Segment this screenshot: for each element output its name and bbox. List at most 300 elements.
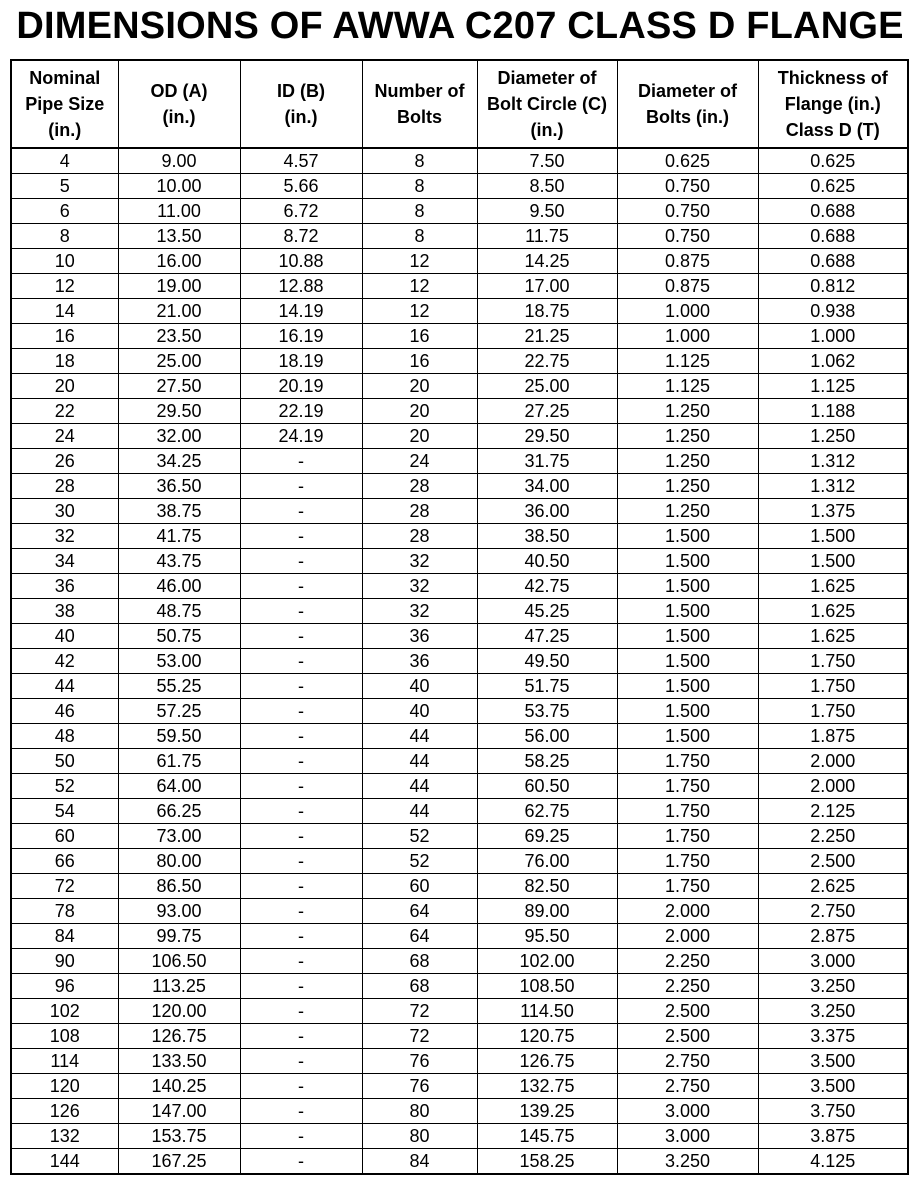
cell-id: 18.19	[240, 349, 362, 374]
table-row	[11, 499, 908, 524]
column-header-line: OD (A)	[150, 81, 208, 101]
cell-nominal-pipe-size: 28	[11, 474, 118, 499]
cell-od: 147.00	[118, 1099, 240, 1124]
cell-nominal-pipe-size: 84	[11, 924, 118, 949]
table-row	[11, 849, 908, 874]
cell-od: 10.00	[118, 174, 240, 199]
column-header-line: Number of	[374, 81, 465, 101]
column-header-line: (in.)	[162, 107, 196, 127]
column-header-line: (in.)	[530, 120, 564, 140]
table-row	[11, 174, 908, 199]
table-row	[11, 999, 908, 1024]
table-row	[11, 774, 908, 799]
cell-id: -	[240, 749, 362, 774]
cell-id: 5.66	[240, 174, 362, 199]
cell-od: 19.00	[118, 274, 240, 299]
cell-nominal-pipe-size: 52	[11, 774, 118, 799]
cell-od: 29.50	[118, 399, 240, 424]
cell-bolt-diameter: 1.750	[617, 799, 758, 824]
column-header-line: Diameter of	[637, 81, 738, 101]
cell-number-of-bolts: 12	[362, 274, 477, 299]
cell-id: -	[240, 474, 362, 499]
cell-flange-thickness: 1.188	[758, 399, 908, 424]
cell-bolt-diameter: 1.250	[617, 499, 758, 524]
cell-id: -	[240, 799, 362, 824]
cell-id: -	[240, 624, 362, 649]
cell-od: 27.50	[118, 374, 240, 399]
cell-flange-thickness: 1.125	[758, 374, 908, 399]
cell-bolt-circle-diameter: 18.75	[477, 299, 617, 324]
cell-od: 16.00	[118, 249, 240, 274]
cell-bolt-circle-diameter: 145.75	[477, 1124, 617, 1149]
cell-bolt-circle-diameter: 11.75	[477, 224, 617, 249]
cell-number-of-bolts: 40	[362, 674, 477, 699]
cell-flange-thickness: 4.125	[758, 1149, 908, 1175]
column-header-line: Bolts (in.)	[646, 107, 729, 127]
cell-od: 11.00	[118, 199, 240, 224]
cell-id: -	[240, 574, 362, 599]
cell-number-of-bolts: 8	[362, 224, 477, 249]
cell-number-of-bolts: 32	[362, 574, 477, 599]
cell-nominal-pipe-size: 20	[11, 374, 118, 399]
cell-number-of-bolts: 8	[362, 199, 477, 224]
cell-flange-thickness: 0.688	[758, 199, 908, 224]
cell-number-of-bolts: 52	[362, 824, 477, 849]
cell-number-of-bolts: 76	[362, 1049, 477, 1074]
cell-number-of-bolts: 32	[362, 599, 477, 624]
cell-nominal-pipe-size: 50	[11, 749, 118, 774]
cell-bolt-diameter: 1.500	[617, 649, 758, 674]
table-row	[11, 148, 908, 174]
cell-number-of-bolts: 72	[362, 1024, 477, 1049]
cell-number-of-bolts: 28	[362, 524, 477, 549]
cell-bolt-diameter: 1.750	[617, 749, 758, 774]
cell-nominal-pipe-size: 46	[11, 699, 118, 724]
column-header-line: (in.)	[48, 120, 82, 140]
cell-number-of-bolts: 52	[362, 849, 477, 874]
cell-bolt-circle-diameter: 31.75	[477, 449, 617, 474]
table-row	[11, 599, 908, 624]
cell-flange-thickness: 1.062	[758, 349, 908, 374]
table-row	[11, 1049, 908, 1074]
cell-bolt-circle-diameter: 158.25	[477, 1149, 617, 1175]
cell-flange-thickness: 3.250	[758, 974, 908, 999]
cell-od: 61.75	[118, 749, 240, 774]
cell-number-of-bolts: 64	[362, 924, 477, 949]
cell-od: 46.00	[118, 574, 240, 599]
cell-bolt-circle-diameter: 56.00	[477, 724, 617, 749]
cell-bolt-diameter: 1.250	[617, 449, 758, 474]
cell-nominal-pipe-size: 120	[11, 1074, 118, 1099]
cell-bolt-circle-diameter: 76.00	[477, 849, 617, 874]
cell-nominal-pipe-size: 42	[11, 649, 118, 674]
table-row	[11, 324, 908, 349]
cell-bolt-diameter: 0.750	[617, 174, 758, 199]
cell-nominal-pipe-size: 36	[11, 574, 118, 599]
table-row	[11, 899, 908, 924]
cell-od: 32.00	[118, 424, 240, 449]
cell-id: -	[240, 849, 362, 874]
cell-nominal-pipe-size: 60	[11, 824, 118, 849]
cell-flange-thickness: 1.312	[758, 449, 908, 474]
col-header-id	[240, 60, 362, 148]
cell-flange-thickness: 1.750	[758, 699, 908, 724]
cell-nominal-pipe-size: 5	[11, 174, 118, 199]
cell-number-of-bolts: 60	[362, 874, 477, 899]
cell-number-of-bolts: 16	[362, 324, 477, 349]
cell-bolt-circle-diameter: 27.25	[477, 399, 617, 424]
cell-id: -	[240, 1024, 362, 1049]
cell-nominal-pipe-size: 4	[11, 148, 118, 174]
cell-flange-thickness: 1.875	[758, 724, 908, 749]
cell-od: 80.00	[118, 849, 240, 874]
cell-bolt-circle-diameter: 8.50	[477, 174, 617, 199]
cell-nominal-pipe-size: 54	[11, 799, 118, 824]
cell-flange-thickness: 1.625	[758, 624, 908, 649]
cell-number-of-bolts: 76	[362, 1074, 477, 1099]
cell-number-of-bolts: 8	[362, 174, 477, 199]
cell-id: -	[240, 999, 362, 1024]
cell-od: 25.00	[118, 349, 240, 374]
cell-flange-thickness: 3.000	[758, 949, 908, 974]
cell-bolt-diameter: 1.500	[617, 549, 758, 574]
cell-flange-thickness: 3.500	[758, 1074, 908, 1099]
cell-od: 34.25	[118, 449, 240, 474]
table-row	[11, 574, 908, 599]
cell-od: 48.75	[118, 599, 240, 624]
cell-id: -	[240, 649, 362, 674]
cell-flange-thickness: 0.938	[758, 299, 908, 324]
cell-od: 153.75	[118, 1124, 240, 1149]
cell-number-of-bolts: 84	[362, 1149, 477, 1175]
cell-number-of-bolts: 64	[362, 899, 477, 924]
cell-bolt-diameter: 1.125	[617, 349, 758, 374]
cell-id: -	[240, 1099, 362, 1124]
column-header-line: Bolts	[397, 107, 442, 127]
col-header-flange-thickness	[758, 60, 908, 148]
cell-bolt-diameter: 1.000	[617, 299, 758, 324]
cell-od: 23.50	[118, 324, 240, 349]
cell-od: 53.00	[118, 649, 240, 674]
cell-number-of-bolts: 44	[362, 774, 477, 799]
cell-id: -	[240, 724, 362, 749]
cell-bolt-diameter: 1.500	[617, 574, 758, 599]
table-row	[11, 274, 908, 299]
cell-nominal-pipe-size: 48	[11, 724, 118, 749]
cell-id: -	[240, 699, 362, 724]
cell-number-of-bolts: 40	[362, 699, 477, 724]
cell-bolt-diameter: 1.250	[617, 474, 758, 499]
cell-number-of-bolts: 36	[362, 649, 477, 674]
cell-number-of-bolts: 28	[362, 474, 477, 499]
cell-od: 43.75	[118, 549, 240, 574]
cell-od: 113.25	[118, 974, 240, 999]
table-row	[11, 949, 908, 974]
cell-id: -	[240, 449, 362, 474]
table-row	[11, 924, 908, 949]
table-row	[11, 799, 908, 824]
cell-id: -	[240, 774, 362, 799]
cell-flange-thickness: 1.375	[758, 499, 908, 524]
cell-nominal-pipe-size: 102	[11, 999, 118, 1024]
cell-nominal-pipe-size: 40	[11, 624, 118, 649]
cell-bolt-diameter: 2.500	[617, 1024, 758, 1049]
table-row	[11, 724, 908, 749]
cell-bolt-diameter: 1.250	[617, 399, 758, 424]
cell-flange-thickness: 1.625	[758, 574, 908, 599]
cell-od: 66.25	[118, 799, 240, 824]
cell-bolt-diameter: 3.000	[617, 1124, 758, 1149]
cell-bolt-diameter: 2.500	[617, 999, 758, 1024]
cell-bolt-circle-diameter: 17.00	[477, 274, 617, 299]
cell-flange-thickness: 3.875	[758, 1124, 908, 1149]
cell-id: -	[240, 874, 362, 899]
cell-number-of-bolts: 80	[362, 1099, 477, 1124]
cell-nominal-pipe-size: 144	[11, 1149, 118, 1175]
table-row	[11, 474, 908, 499]
cell-flange-thickness: 1.625	[758, 599, 908, 624]
cell-id: 20.19	[240, 374, 362, 399]
cell-number-of-bolts: 20	[362, 374, 477, 399]
cell-flange-thickness: 2.250	[758, 824, 908, 849]
table-row	[11, 824, 908, 849]
cell-bolt-circle-diameter: 7.50	[477, 148, 617, 174]
cell-bolt-circle-diameter: 53.75	[477, 699, 617, 724]
cell-flange-thickness: 2.500	[758, 849, 908, 874]
column-header-line: Diameter of	[497, 68, 597, 88]
cell-od: 120.00	[118, 999, 240, 1024]
table-body	[11, 148, 908, 1174]
column-header-line: Thickness of	[777, 68, 888, 88]
cell-number-of-bolts: 32	[362, 549, 477, 574]
cell-bolt-circle-diameter: 108.50	[477, 974, 617, 999]
cell-bolt-diameter: 2.000	[617, 899, 758, 924]
cell-flange-thickness: 3.250	[758, 999, 908, 1024]
table-row	[11, 1099, 908, 1124]
cell-nominal-pipe-size: 18	[11, 349, 118, 374]
table-row	[11, 199, 908, 224]
cell-flange-thickness: 2.875	[758, 924, 908, 949]
cell-bolt-diameter: 1.750	[617, 774, 758, 799]
cell-flange-thickness: 3.500	[758, 1049, 908, 1074]
cell-bolt-circle-diameter: 60.50	[477, 774, 617, 799]
cell-nominal-pipe-size: 34	[11, 549, 118, 574]
cell-nominal-pipe-size: 96	[11, 974, 118, 999]
cell-flange-thickness: 2.125	[758, 799, 908, 824]
cell-number-of-bolts: 44	[362, 749, 477, 774]
cell-nominal-pipe-size: 12	[11, 274, 118, 299]
cell-id: 22.19	[240, 399, 362, 424]
cell-id: 10.88	[240, 249, 362, 274]
cell-id: -	[240, 824, 362, 849]
cell-bolt-diameter: 0.750	[617, 199, 758, 224]
cell-id: -	[240, 674, 362, 699]
cell-nominal-pipe-size: 66	[11, 849, 118, 874]
cell-bolt-circle-diameter: 95.50	[477, 924, 617, 949]
cell-bolt-circle-diameter: 126.75	[477, 1049, 617, 1074]
cell-id: 16.19	[240, 324, 362, 349]
cell-bolt-circle-diameter: 14.25	[477, 249, 617, 274]
cell-flange-thickness: 0.688	[758, 224, 908, 249]
cell-nominal-pipe-size: 114	[11, 1049, 118, 1074]
cell-nominal-pipe-size: 78	[11, 899, 118, 924]
cell-bolt-diameter: 1.500	[617, 599, 758, 624]
cell-bolt-diameter: 1.750	[617, 874, 758, 899]
cell-bolt-circle-diameter: 42.75	[477, 574, 617, 599]
cell-nominal-pipe-size: 22	[11, 399, 118, 424]
cell-nominal-pipe-size: 10	[11, 249, 118, 274]
cell-bolt-diameter: 1.250	[617, 424, 758, 449]
cell-flange-thickness: 2.000	[758, 774, 908, 799]
cell-bolt-diameter: 1.750	[617, 849, 758, 874]
column-header-line: Nominal	[29, 68, 101, 88]
cell-bolt-diameter: 1.500	[617, 624, 758, 649]
cell-bolt-circle-diameter: 38.50	[477, 524, 617, 549]
table-row	[11, 249, 908, 274]
col-header-number-of-bolts	[362, 60, 477, 148]
cell-bolt-circle-diameter: 132.75	[477, 1074, 617, 1099]
cell-bolt-circle-diameter: 40.50	[477, 549, 617, 574]
cell-od: 55.25	[118, 674, 240, 699]
cell-id: -	[240, 499, 362, 524]
cell-id: -	[240, 1074, 362, 1099]
cell-od: 99.75	[118, 924, 240, 949]
cell-bolt-diameter: 0.875	[617, 274, 758, 299]
cell-flange-thickness: 0.625	[758, 174, 908, 199]
cell-od: 9.00	[118, 148, 240, 174]
column-header-line: (in.)	[284, 107, 318, 127]
column-header-line: Bolt Circle (C)	[486, 94, 607, 114]
cell-flange-thickness: 0.625	[758, 148, 908, 174]
cell-bolt-circle-diameter: 9.50	[477, 199, 617, 224]
cell-number-of-bolts: 44	[362, 799, 477, 824]
table-row	[11, 424, 908, 449]
cell-od: 86.50	[118, 874, 240, 899]
column-header-line: ID (B)	[277, 81, 325, 101]
cell-bolt-circle-diameter: 22.75	[477, 349, 617, 374]
cell-bolt-circle-diameter: 45.25	[477, 599, 617, 624]
cell-nominal-pipe-size: 32	[11, 524, 118, 549]
table-row	[11, 299, 908, 324]
cell-bolt-circle-diameter: 102.00	[477, 949, 617, 974]
cell-flange-thickness: 1.312	[758, 474, 908, 499]
cell-od: 167.25	[118, 1149, 240, 1175]
cell-number-of-bolts: 72	[362, 999, 477, 1024]
cell-id: 4.57	[240, 148, 362, 174]
col-header-bolt-diameter	[617, 60, 758, 148]
cell-flange-thickness: 2.000	[758, 749, 908, 774]
cell-flange-thickness: 1.750	[758, 649, 908, 674]
cell-number-of-bolts: 20	[362, 424, 477, 449]
cell-nominal-pipe-size: 16	[11, 324, 118, 349]
table-row	[11, 449, 908, 474]
cell-bolt-diameter: 1.500	[617, 674, 758, 699]
cell-od: 21.00	[118, 299, 240, 324]
cell-bolt-diameter: 1.500	[617, 724, 758, 749]
cell-bolt-circle-diameter: 25.00	[477, 374, 617, 399]
cell-od: 13.50	[118, 224, 240, 249]
cell-bolt-circle-diameter: 120.75	[477, 1024, 617, 1049]
cell-number-of-bolts: 24	[362, 449, 477, 474]
cell-nominal-pipe-size: 26	[11, 449, 118, 474]
cell-bolt-circle-diameter: 114.50	[477, 999, 617, 1024]
cell-id: 14.19	[240, 299, 362, 324]
cell-od: 106.50	[118, 949, 240, 974]
cell-nominal-pipe-size: 72	[11, 874, 118, 899]
column-header-line: Flange (in.)	[784, 94, 881, 114]
cell-bolt-diameter: 0.625	[617, 148, 758, 174]
cell-flange-thickness: 1.500	[758, 549, 908, 574]
cell-od: 73.00	[118, 824, 240, 849]
cell-number-of-bolts: 68	[362, 949, 477, 974]
cell-number-of-bolts: 36	[362, 624, 477, 649]
cell-bolt-circle-diameter: 62.75	[477, 799, 617, 824]
cell-id: -	[240, 924, 362, 949]
table-row	[11, 874, 908, 899]
cell-bolt-circle-diameter: 58.25	[477, 749, 617, 774]
cell-id: -	[240, 949, 362, 974]
cell-od: 133.50	[118, 1049, 240, 1074]
cell-od: 41.75	[118, 524, 240, 549]
flange-dimensions-table	[10, 59, 909, 1175]
cell-id: -	[240, 599, 362, 624]
table-row	[11, 649, 908, 674]
cell-flange-thickness: 1.000	[758, 324, 908, 349]
cell-od: 126.75	[118, 1024, 240, 1049]
cell-id: -	[240, 1049, 362, 1074]
cell-number-of-bolts: 68	[362, 974, 477, 999]
cell-number-of-bolts: 16	[362, 349, 477, 374]
table-row	[11, 974, 908, 999]
cell-od: 38.75	[118, 499, 240, 524]
cell-nominal-pipe-size: 30	[11, 499, 118, 524]
cell-flange-thickness: 3.375	[758, 1024, 908, 1049]
cell-number-of-bolts: 12	[362, 249, 477, 274]
cell-number-of-bolts: 12	[362, 299, 477, 324]
cell-flange-thickness: 1.500	[758, 524, 908, 549]
cell-bolt-circle-diameter: 49.50	[477, 649, 617, 674]
cell-id: 24.19	[240, 424, 362, 449]
cell-id: -	[240, 974, 362, 999]
table-row	[11, 699, 908, 724]
table-row	[11, 1024, 908, 1049]
table-row	[11, 1124, 908, 1149]
col-header-od	[118, 60, 240, 148]
cell-id: -	[240, 1149, 362, 1175]
cell-bolt-circle-diameter: 69.25	[477, 824, 617, 849]
page-title: DIMENSIONS OF AWWA C207 CLASS D FLANGE	[16, 5, 904, 47]
cell-bolt-circle-diameter: 21.25	[477, 324, 617, 349]
cell-number-of-bolts: 28	[362, 499, 477, 524]
cell-flange-thickness: 3.750	[758, 1099, 908, 1124]
cell-nominal-pipe-size: 8	[11, 224, 118, 249]
table-row	[11, 674, 908, 699]
cell-flange-thickness: 0.812	[758, 274, 908, 299]
cell-od: 140.25	[118, 1074, 240, 1099]
cell-bolt-circle-diameter: 51.75	[477, 674, 617, 699]
cell-nominal-pipe-size: 38	[11, 599, 118, 624]
cell-id: 8.72	[240, 224, 362, 249]
table-row	[11, 524, 908, 549]
cell-id: 6.72	[240, 199, 362, 224]
cell-number-of-bolts: 8	[362, 148, 477, 174]
cell-flange-thickness: 2.750	[758, 899, 908, 924]
cell-nominal-pipe-size: 108	[11, 1024, 118, 1049]
cell-bolt-diameter: 1.000	[617, 324, 758, 349]
cell-bolt-diameter: 1.500	[617, 699, 758, 724]
table-row	[11, 224, 908, 249]
cell-bolt-circle-diameter: 47.25	[477, 624, 617, 649]
